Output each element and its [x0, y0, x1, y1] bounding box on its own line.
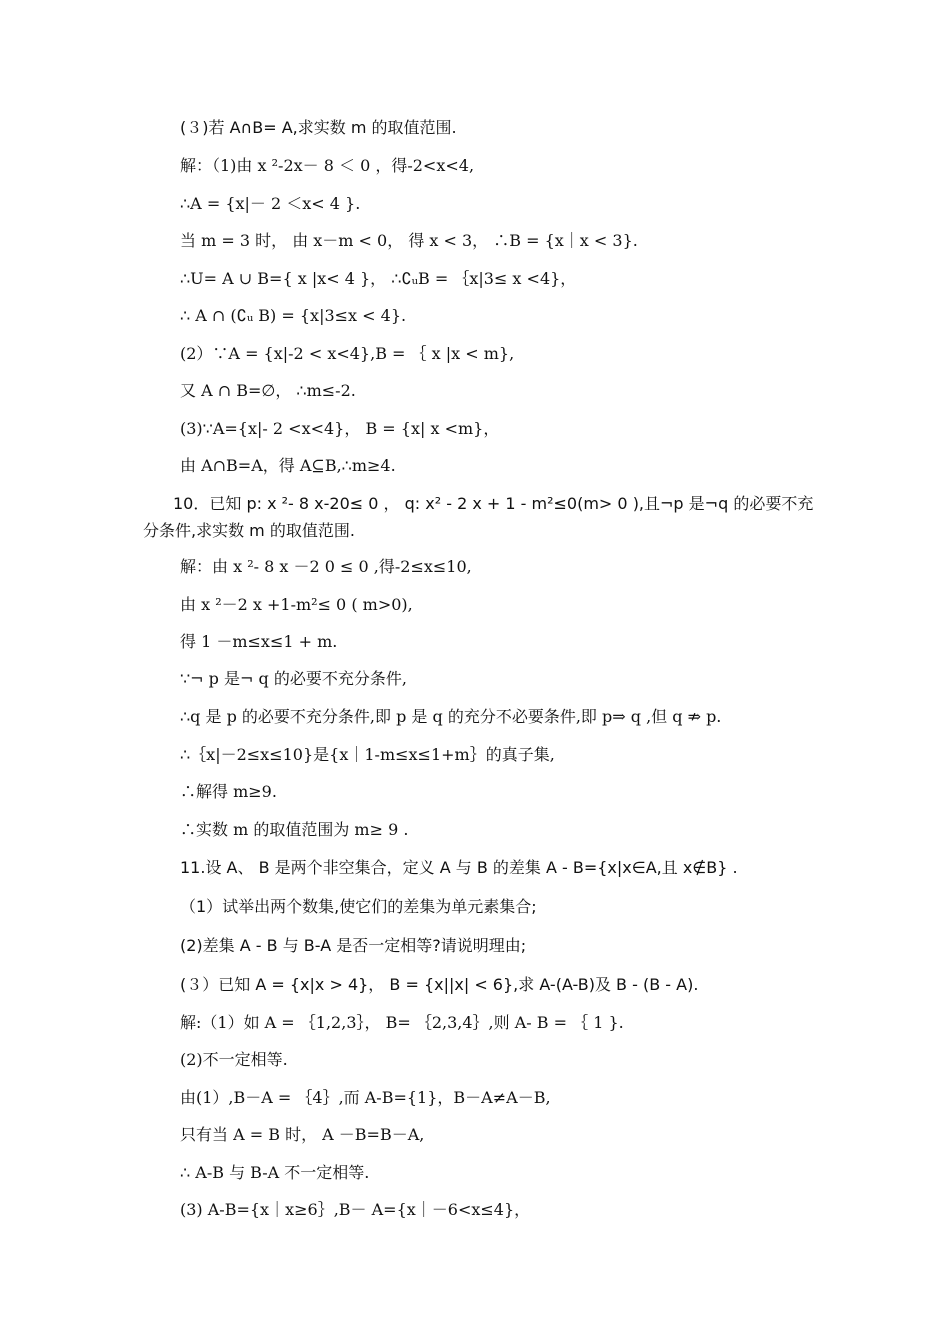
- text-line-3: ∴A = {x|－ 2 ＜x< 4 }.: [180, 194, 361, 213]
- text-line-18: ∴解得 m≥9.: [180, 782, 277, 801]
- text-line-28: ∴ A-B 与 B-A 不一定相等.: [180, 1163, 370, 1182]
- text-line-14: 得 1 －m≤x≤1 + m.: [180, 632, 338, 651]
- text-line-15: ∵¬ p 是¬ q 的必要不充分条件,: [180, 669, 407, 688]
- text-line-26: 由(1）,B－A = ｛4｝,而 A-B={1}，B－A≠A－B,: [180, 1088, 551, 1107]
- text-line-10: 由 A∩B=A，得 A⊆B,∴m≥4.: [180, 456, 396, 475]
- text-line-5: ∴U= A ∪ B={ x |x< 4 }， ∴∁ᵤB = ｛x|3≤ x <4}，: [180, 269, 577, 288]
- text-line-22: (2)差集 A - B 与 B-A 是否一定相等?请说明理由;: [180, 936, 527, 955]
- text-line-25: (2)不一定相等.: [180, 1050, 288, 1069]
- text-line-9: (3)∵A={x|- 2 <x<4}， B = {x| x <m}，: [180, 419, 500, 438]
- text-line-6: ∴ A ∩ (∁ᵤ B) = {x|3≤x < 4}.: [180, 306, 407, 325]
- text-line-27: 只有当 A = B 时， A －B=B－A,: [180, 1125, 425, 1144]
- text-line-13: 由 x ²－2 x +1-m²≤ 0 ( m>0),: [180, 595, 413, 614]
- text-line-23: (３）已知 A = {x|x > 4}， B = {x||x| < 6},求 A-(A-B)及 B - (B - A).: [180, 975, 699, 994]
- text-line-16: ∴q 是 p 的必要不充分条件,即 p 是 q 的充分不必要条件,即 p⇒ q ,但 q ⇏ p.: [180, 707, 722, 726]
- text-line-8: 又 A ∩ B=∅， ∴m≤-2.: [180, 381, 356, 400]
- text-line-12: 解：由 x ²- 8 x －2 0 ≤ 0 ,得-2≤x≤10,: [180, 557, 472, 576]
- text-line-21: （1）试举出两个数集,使它们的差集为单元素集合;: [180, 897, 537, 916]
- text-line-2: 解：（1)由 x ²-2x－ 8 ＜ 0 ，得-2<x<4,: [180, 156, 475, 175]
- text-line-19: ∴实数 m 的取值范围为 m≥ 9 .: [180, 820, 409, 839]
- text-line-7: (2）∵A = {x|-2 < x<4},B = ｛ x |x < m},: [180, 344, 515, 363]
- text-line-1: (３)若 A∩B= A,求实数 m 的取值范围.: [180, 118, 457, 137]
- text-line-29: (3) A-B={x｜x≥6｝,B－ A={x｜－6<x≤4}，: [180, 1200, 531, 1219]
- text-line-24: 解:（1）如 A = ｛1,2,3｝， B= ｛2,3,4｝,则 A- B = ｛ 1 }.: [180, 1013, 624, 1032]
- text-line-4: 当 m = 3 时， 由 x－m < 0， 得 x < 3， ∴B = {x｜x < 3}.: [180, 231, 638, 250]
- problem-10: 10．已知 p: x ²- 8 x-20≤ 0 ， q: x² - 2 x + 1 - m²≤0(m> 0 ),且¬p 是¬q 的必要不充分条件,求实数 m 的取值范围.: [143, 494, 814, 540]
- text-line-17: ∴｛x|－2≤x≤10}是{x｜1-m≤x≤1+m｝的真子集,: [180, 745, 555, 764]
- problem-11: 11.设 A、 B 是两个非空集合，定义 A 与 B 的差集 A - B={x|x∈A,且 x∉B} .: [180, 858, 738, 877]
